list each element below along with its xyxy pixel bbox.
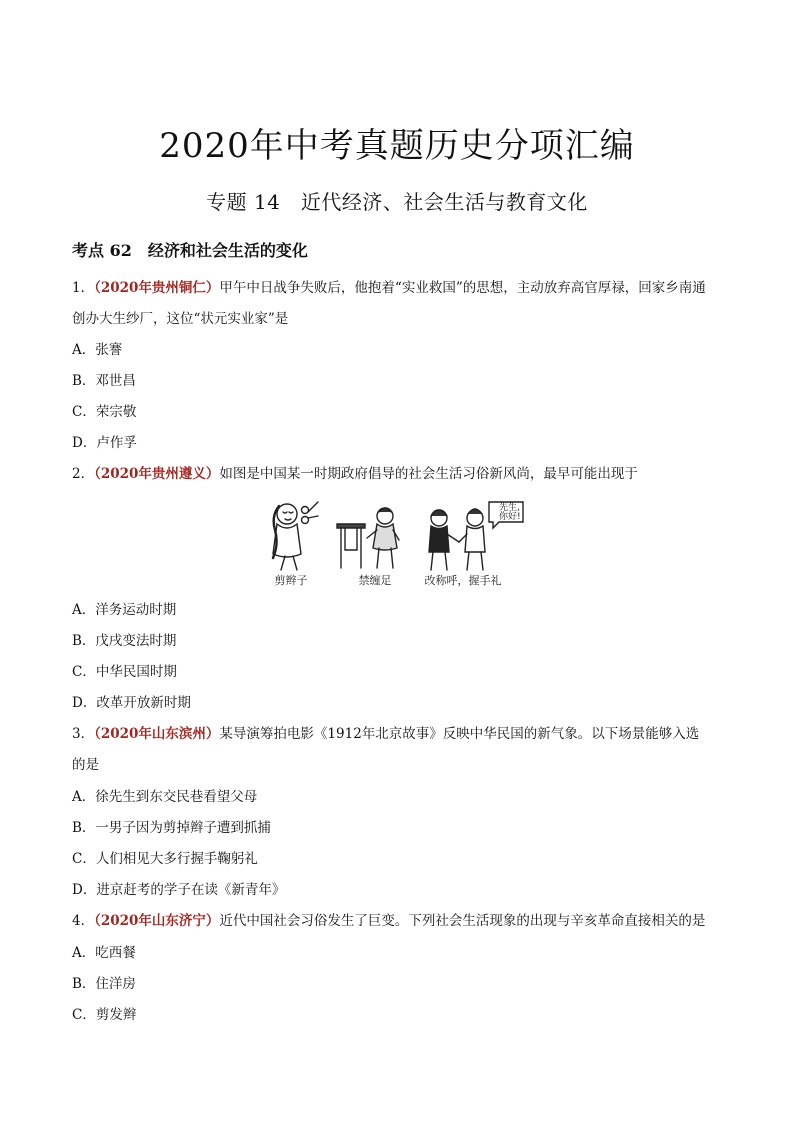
question-source: （2020年山东济宁） <box>94 913 220 929</box>
option-a: A．张謇 <box>72 342 123 358</box>
question-number: 2． <box>72 466 95 482</box>
question-text: 甲午中日战争失败后，他抱着“实业救国”的思想，主动放弃高官厚禄，回家乡南通 <box>219 280 706 296</box>
question-source: （2020年贵州遵义） <box>94 466 220 482</box>
option-d: D．进京赶考的学子在读《新青年》 <box>72 882 286 898</box>
question-source: （2020年贵州铜仁） <box>94 280 220 296</box>
section-heading: 考点 62 经济和社会生活的变化 <box>72 241 308 260</box>
option-b: B．住洋房 <box>72 976 136 992</box>
question-3-stem <box>72 724 699 744</box>
question-1-stem <box>72 278 706 298</box>
option-b: B．一男子因为剪掉辫子遭到抓捕 <box>72 820 271 836</box>
question-2-stem <box>72 464 638 484</box>
question-source: （2020年山东滨州） <box>94 726 220 742</box>
option-c: C．中华民国时期 <box>72 664 177 680</box>
foot-binding-figure <box>337 508 399 568</box>
option-c: C．人们相见大多行握手鞠躬礼 <box>72 851 258 867</box>
option-a: A．徐先生到东交民巷看望父母 <box>72 789 258 805</box>
question-number: 4． <box>72 913 95 929</box>
question-text: 某导演筹拍电影《1912年北京故事》反映中华民国的新气象。以下场景能够入选 <box>219 726 700 742</box>
question-text: 近代中国社会习俗发生了巨变。下列社会生活现象的出现与辛亥革命直接相关的是 <box>219 913 706 929</box>
question-number: 1． <box>72 280 95 296</box>
queue-cutting-figure <box>273 502 318 570</box>
question-1-stem-cont: 创办大生纱厂，这位“状元实业家”是 <box>72 311 289 327</box>
option-c: C．荣宗敬 <box>72 404 137 420</box>
caption-handshake: 改称呼，握手礼 <box>424 574 502 587</box>
caption-cut-queue: 剪辫子 <box>274 574 308 587</box>
option-b: B．戊戌变法时期 <box>72 633 177 649</box>
option-d: D．卢作孚 <box>72 435 137 451</box>
option-c: C．剪发辫 <box>72 1007 137 1023</box>
speech-bubble-line2: 你好! <box>499 512 521 522</box>
question-4-stem <box>72 911 705 931</box>
page-title: 2020年中考真题历史分项汇编 <box>159 126 635 166</box>
option-d: D．改革开放新时期 <box>72 695 191 711</box>
option-b: B．邓世昌 <box>72 373 136 389</box>
social-customs-illustration <box>263 494 535 590</box>
question-text: 如图是中国某一时期政府倡导的社会生活习俗新风尚，最早可能出现于 <box>219 466 638 482</box>
topic-subtitle: 专题 14 近代经济、社会生活与教育文化 <box>206 190 588 214</box>
question-3-stem-cont: 的是 <box>72 757 99 773</box>
option-a: A．吃西餐 <box>72 945 136 961</box>
question-number: 3． <box>72 726 95 742</box>
option-a: A．洋务运动时期 <box>72 602 177 618</box>
speech-bubble-line1: 先生, <box>499 503 520 513</box>
caption-ban-footbinding: 禁缠足 <box>358 574 392 587</box>
